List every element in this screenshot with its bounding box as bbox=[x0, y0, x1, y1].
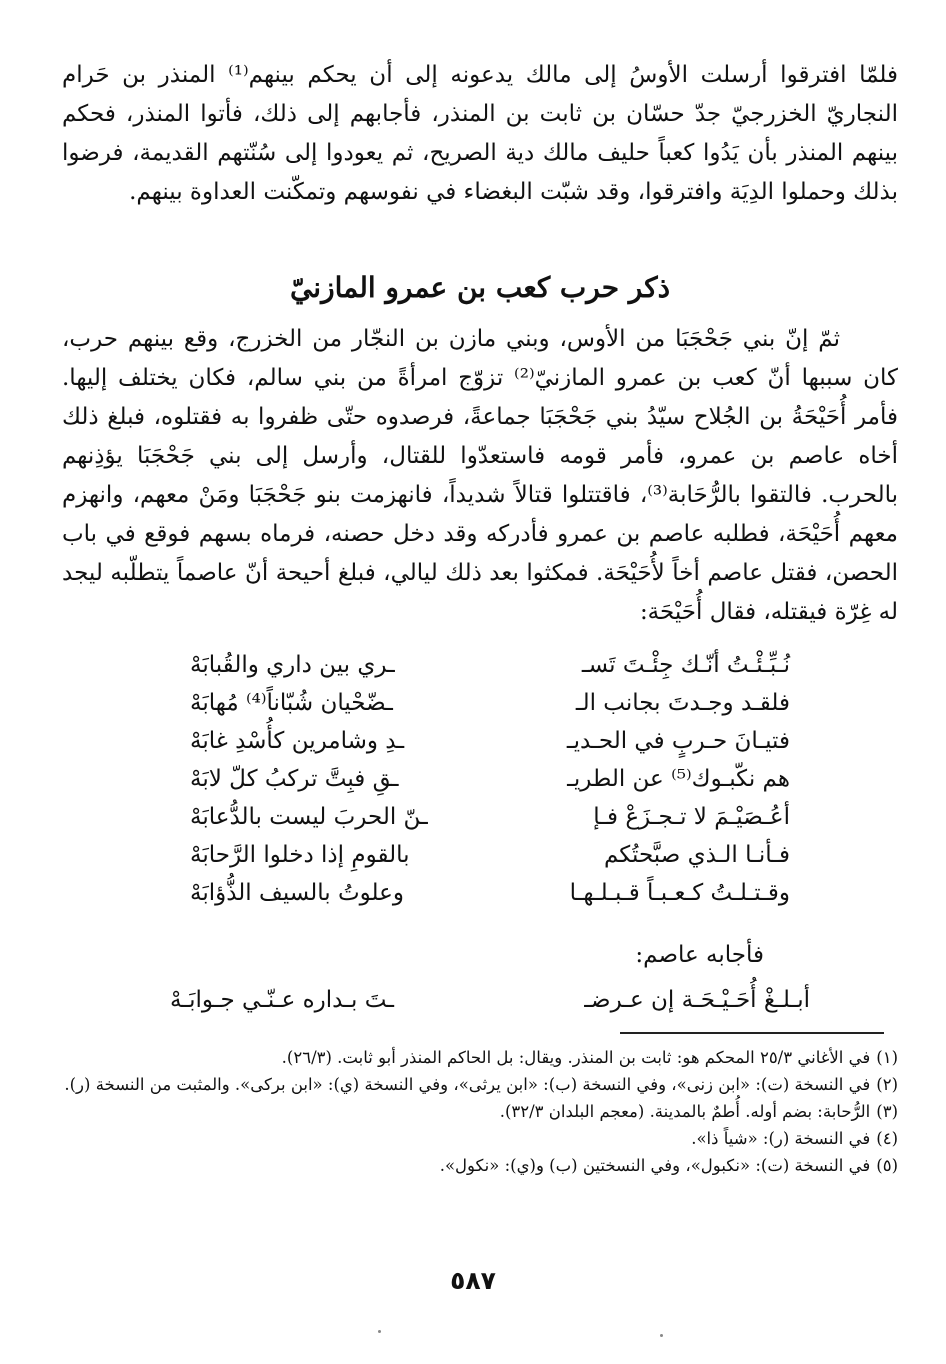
scan-speck bbox=[378, 1330, 381, 1333]
verse-first-hemistich: أعُـصَيْـمَ لا تـجـزَعْ فـإ bbox=[593, 804, 790, 830]
verse-first-hemistich: نُـبِّـئْـتُ أنّـك جِئْـتَ تَسـ bbox=[581, 652, 790, 678]
poem-verse bbox=[190, 646, 790, 684]
footnote-number: (١) bbox=[876, 1048, 898, 1067]
footnote-number: (٤) bbox=[876, 1129, 898, 1148]
poem-verse bbox=[190, 836, 790, 874]
footnote bbox=[62, 1152, 898, 1179]
page-number: ٥٨٧ bbox=[450, 1266, 496, 1295]
verse-second-hemistich: ـضّحْيان شُبّاناً⁽⁴⁾ مُهابَهْ bbox=[190, 690, 393, 716]
verse-second-hemistich: ـدِ وشامرين كأُسْدِ غابَهْ bbox=[190, 728, 405, 754]
verse-second-hemistich: ـنّ الحربَ ليست بالدُّعابَهْ bbox=[190, 804, 428, 830]
poem-verse bbox=[190, 798, 790, 836]
verse-first-hemistich: أبـلـغْ أُحَـيْـحَـة إن عـرضـ bbox=[584, 987, 810, 1013]
footnote bbox=[62, 1071, 898, 1098]
footnote-text: في النسخة (ت): «ابن زنى»، وفي النسخة (ب): «ابن يرثى»، وفي النسخة (ي): «ابن بركى». والمثبت من النسخة (ر). bbox=[64, 1075, 871, 1094]
section-heading: ذكر حرب كعب بن عمرو المازنيّ bbox=[289, 271, 671, 304]
verse-second-hemistich: بالقومِ إذا دخلوا الرَّحابَهْ bbox=[190, 842, 410, 868]
footnote bbox=[62, 1044, 898, 1071]
poem-verse bbox=[190, 722, 790, 760]
footnote-divider bbox=[620, 1032, 884, 1034]
footnote-text: الرُّحابة: بضم أوله. أُطمٌ بالمدينة. (معجم البلدان ٣٢/٣). bbox=[499, 1102, 871, 1121]
verse-second-hemistich: ـري بين داري والقُبابَهْ bbox=[190, 652, 395, 678]
poem-verse bbox=[190, 874, 790, 912]
verse-first-hemistich: هم نكّبـوك⁽⁵⁾ عن الطريـ bbox=[567, 766, 790, 792]
verse-first-hemistich: وقـتـلـتُ كـعـبـاً قـبـلـهـا bbox=[569, 880, 790, 906]
verse-second-hemistich: ـتَ بـداره عـنّـي جـوابَـهْ bbox=[170, 987, 395, 1013]
footnote-number: (٢) bbox=[876, 1075, 898, 1094]
footnotes bbox=[62, 1044, 898, 1179]
verse-first-hemistich: فتيـانَ حـربٍ في الحـديـ bbox=[566, 728, 790, 754]
poem-verse bbox=[190, 684, 790, 722]
paragraph-intro: فلمّا افترقوا أرسلت الأوسُ إلى مالك يدعونه إلى أن يحكم بينهم⁽¹⁾ المنذر بن حَرام النجاريّ الخزرجيّ جدّ حسّان بن ثابت بن المنذر، فأجابهم إلى ذلك، فأتوا المنذر، فحكم بينهم المنذر بأن يَدُوا كعباً حليف مالك دية الصريح، ثم يعودوا إلى سُنّتهم القديمة، فرضوا بذلك وحملوا الدِيَة وافترقوا، وقد شبّت البغضاء في نفوسهم وتمكّنت العداوة بينهم. bbox=[62, 62, 898, 205]
footnote-text: في النسخة (ر): «شياً ذا». bbox=[691, 1129, 871, 1148]
footnote bbox=[62, 1125, 898, 1152]
footnote bbox=[62, 1098, 898, 1125]
verse-first-hemistich: فلقـد وجـدتَ بجانب الـ bbox=[575, 690, 790, 716]
verse-second-hemistich: ـقِ فبِتَّ تركبُ كلّ لابَهْ bbox=[190, 766, 399, 792]
reply-verse bbox=[170, 980, 810, 1020]
poem bbox=[190, 646, 790, 912]
poem-verse bbox=[190, 760, 790, 798]
footnote-number: (٣) bbox=[876, 1102, 898, 1121]
paragraph-story bbox=[62, 320, 898, 632]
verse-first-hemistich: فـأنـا الـذي صبَّحتُكم bbox=[604, 842, 790, 868]
footnote-number: (٥) bbox=[876, 1156, 898, 1175]
paragraph-story-text: ثمّ إنّ بني جَحْجَبَا من الأوس، وبني مازن بن النجّار من الخزرج، وقع بينهم حرب، كان سببها أنّ كعب بن عمرو المازنيّ⁽²⁾ تزوّج امرأةً من بني سالم، فكان يختلف إليها. فأمر أُحَيْحَةُ بن الجُلاح سيّدُ بني جَحْجَبَا جماعةً، فرصدوه حتّى ظفروا به فقتلوه، فبلغ ذلك أخاه عاصم بن عمرو، فأمر قومه فاستعدّوا للقتال، وأرسل إلى بني جَحْجَبَا يؤذِنهم بالحرب. فالتقوا بالرُّحَابة⁽³⁾، فاقتتلوا قتالاً شديداً، فانهزمت بنو جَحْجَبَا ومَنْ معهم، وانهزم معهم أُحَيْحَة، فطلبه عاصم بن عمرو فأدركه وقد دخل حصنه، فرماه بسهم فوقع في باب الحصن، فقتل عاصم أخاً لأُحَيْحَة. فمكثوا بعد ذلك ليالي، فبلغ أحيحة أنّ عاصماً يتطلّبه ليجد له غِرّة فيقتله، فقال أُحَيْحَة: bbox=[62, 326, 898, 625]
scan-speck bbox=[660, 1334, 663, 1337]
footnote-text: في النسخة (ت): «نكبول»، وفي النسختين (ب) و(ي): «نكول». bbox=[439, 1156, 871, 1175]
footnote-text: في الأغاني ٢٥/٣ المحكم هو: ثابت بن المنذر. ويقال: بل الحاكم المنذر أبو ثابت. (٢٦/٣). bbox=[281, 1048, 871, 1067]
reply-label: فأجابه عاصم: bbox=[635, 942, 764, 968]
verse-second-hemistich: وعلوتُ بالسيف الذُّؤابَهْ bbox=[190, 880, 404, 906]
